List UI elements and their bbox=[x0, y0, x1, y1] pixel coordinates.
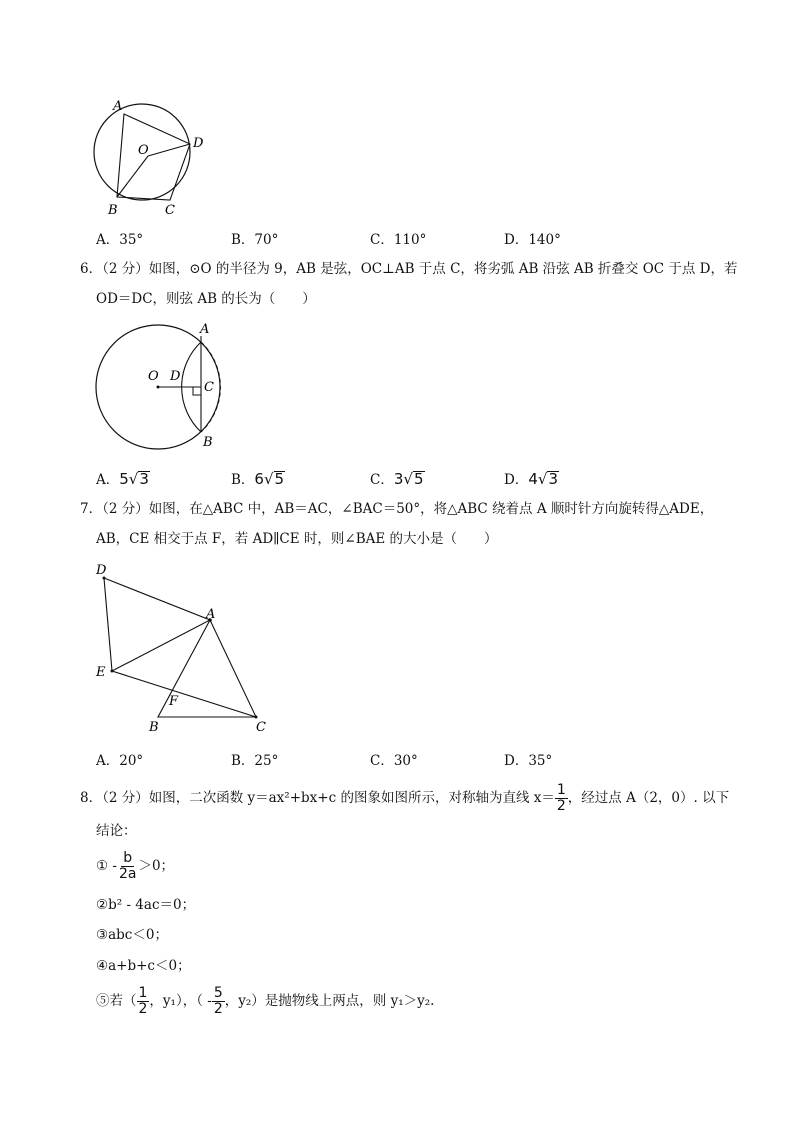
q8-conclusion-4: ④a+b+c＜0； bbox=[96, 958, 191, 974]
q5-label-d: D bbox=[193, 136, 204, 151]
q8-stem-text-a: 8．（2 分）如图，二次函数 y＝ax²+bx+c 的图象如图所示，对称轴为直线 x＝ bbox=[80, 790, 555, 806]
q5-label-c: C bbox=[165, 203, 175, 218]
q7-option-c[interactable] bbox=[370, 749, 418, 769]
q7-label-e: E bbox=[96, 665, 106, 680]
conclusion-text: ⑤若（ bbox=[96, 993, 137, 1009]
q5-quadrilateral bbox=[117, 114, 190, 200]
option-letter: D． bbox=[504, 232, 529, 248]
q5-figure bbox=[88, 95, 218, 220]
q6-label-c: C bbox=[204, 380, 214, 395]
q7-label-f: F bbox=[169, 694, 179, 709]
q5-label-o: O bbox=[138, 143, 149, 158]
q5-radius-od bbox=[148, 144, 190, 156]
option-value: 25° bbox=[254, 753, 279, 769]
q8-conclusion-5 bbox=[96, 982, 434, 1020]
option-letter: A． bbox=[96, 232, 120, 248]
q7-label-a: A bbox=[206, 607, 216, 622]
q6-stem-line1: 6．（2 分）如图，⊙O 的半径为 9，AB 是弦，OC⊥AB 于点 C，将劣弧 AB 沿弦 AB 折叠交 OC 于点 D，若 bbox=[80, 261, 738, 277]
q5-option-c[interactable] bbox=[370, 228, 426, 248]
coefficient: 3 bbox=[393, 470, 404, 488]
option-value: 35° bbox=[119, 232, 144, 248]
q7-option-d[interactable] bbox=[504, 749, 552, 769]
q8-conclusion-1 bbox=[96, 848, 174, 884]
radical-expression: 4√3 bbox=[528, 470, 558, 488]
q7-figure bbox=[90, 558, 275, 738]
option-letter: D． bbox=[504, 472, 529, 488]
conclusion-text: ，y₁），（ - bbox=[149, 993, 212, 1009]
q8-stem-line1 bbox=[80, 780, 729, 816]
q5-label-a: A bbox=[113, 99, 123, 114]
q6-label-o: O bbox=[148, 369, 159, 384]
q6-option-b[interactable] bbox=[231, 468, 285, 488]
q6-stem-line2: OD＝DC，则弦 AB 的长为（ ） bbox=[96, 291, 316, 307]
option-letter: B． bbox=[231, 472, 255, 488]
q8-stem-line2: 结论： bbox=[96, 823, 137, 839]
q5-radius-ob bbox=[117, 156, 148, 197]
radical-expression: 5√3 bbox=[119, 470, 149, 488]
q7-option-b[interactable] bbox=[231, 749, 278, 769]
q6-figure bbox=[90, 318, 230, 453]
numerator: 5 bbox=[213, 985, 223, 1001]
numerator: 1 bbox=[138, 985, 148, 1001]
numerator: 1 bbox=[556, 782, 566, 798]
option-value: 35° bbox=[528, 753, 553, 769]
q7-stem-line1: 7．（2 分）如图，在△ABC 中，AB＝AC，∠BAC＝50°，将△ABC 绕着点 A 顺时针方向旋转得△ADE， bbox=[80, 501, 714, 517]
option-letter: B． bbox=[231, 753, 255, 769]
denominator: 2 bbox=[556, 798, 566, 814]
option-value: 20° bbox=[119, 753, 144, 769]
conclusion-text: ，y₂）是抛物线上两点，则 y₁＞y₂. bbox=[224, 993, 435, 1009]
q7-point-e bbox=[111, 670, 114, 673]
radicand: 5 bbox=[413, 470, 424, 488]
q7-label-c: C bbox=[256, 720, 266, 735]
coefficient: 4 bbox=[528, 470, 538, 488]
fraction-b-over-2a bbox=[117, 851, 139, 882]
q8-stem-text-b: ，经过点 A（2，0）. 以下 bbox=[567, 790, 730, 806]
option-value: 70° bbox=[254, 232, 279, 248]
q8-conclusion-3: ③abc＜0； bbox=[96, 927, 168, 943]
option-letter: C． bbox=[370, 472, 394, 488]
coefficient: 6 bbox=[254, 470, 264, 488]
option-value: 110° bbox=[393, 232, 427, 248]
q7-label-b: B bbox=[149, 720, 159, 735]
denominator: 2a bbox=[118, 866, 137, 882]
option-value: 30° bbox=[393, 753, 418, 769]
q6-point-o bbox=[157, 386, 160, 389]
q5-label-b: B bbox=[108, 203, 118, 218]
q7-stem-line2: AB，CE 相交于点 F，若 AD∥CE 时，则∠BAE 的大小是（ ） bbox=[96, 531, 498, 547]
q5-option-d[interactable] bbox=[504, 228, 561, 248]
fraction-one-half bbox=[137, 986, 150, 1017]
option-letter: A． bbox=[96, 753, 120, 769]
q6-option-a[interactable] bbox=[96, 468, 150, 488]
denominator: 2 bbox=[138, 1001, 148, 1017]
q6-label-b: B bbox=[203, 435, 213, 450]
denominator: 2 bbox=[213, 1001, 223, 1017]
q5-option-b[interactable] bbox=[231, 228, 278, 248]
option-letter: A． bbox=[96, 472, 120, 488]
radicand: 3 bbox=[139, 470, 149, 488]
q7-segment-ec bbox=[112, 671, 256, 717]
conclusion-text: ＞0； bbox=[138, 858, 175, 874]
radicand: 5 bbox=[274, 470, 285, 488]
q5-option-a[interactable] bbox=[96, 228, 143, 248]
option-letter: B． bbox=[231, 232, 255, 248]
radicand: 3 bbox=[548, 470, 558, 488]
q7-triangle-ade bbox=[104, 578, 210, 671]
option-letter: C． bbox=[370, 753, 394, 769]
option-letter: D． bbox=[504, 753, 529, 769]
radical-expression: 3√5 bbox=[393, 470, 424, 488]
q6-right-angle-mark bbox=[193, 387, 201, 395]
option-letter: C． bbox=[370, 232, 394, 248]
option-value: 140° bbox=[528, 232, 561, 248]
q7-option-a[interactable] bbox=[96, 749, 143, 769]
radical-expression: 6√5 bbox=[254, 470, 285, 488]
q8-conclusion-2: ②b² - 4ac＝0； bbox=[96, 897, 196, 913]
q7-point-c bbox=[255, 716, 258, 719]
q7-label-d: D bbox=[96, 563, 107, 578]
q6-option-d[interactable] bbox=[504, 468, 559, 488]
q6-option-c[interactable] bbox=[370, 468, 425, 488]
fraction-five-halves bbox=[212, 986, 225, 1017]
q6-label-d: D bbox=[170, 369, 181, 384]
coefficient: 5 bbox=[119, 470, 129, 488]
conclusion-text: ① - bbox=[96, 858, 117, 874]
q8-axis-fraction bbox=[555, 783, 568, 814]
q6-label-a: A bbox=[200, 322, 210, 337]
numerator: b bbox=[123, 850, 133, 866]
